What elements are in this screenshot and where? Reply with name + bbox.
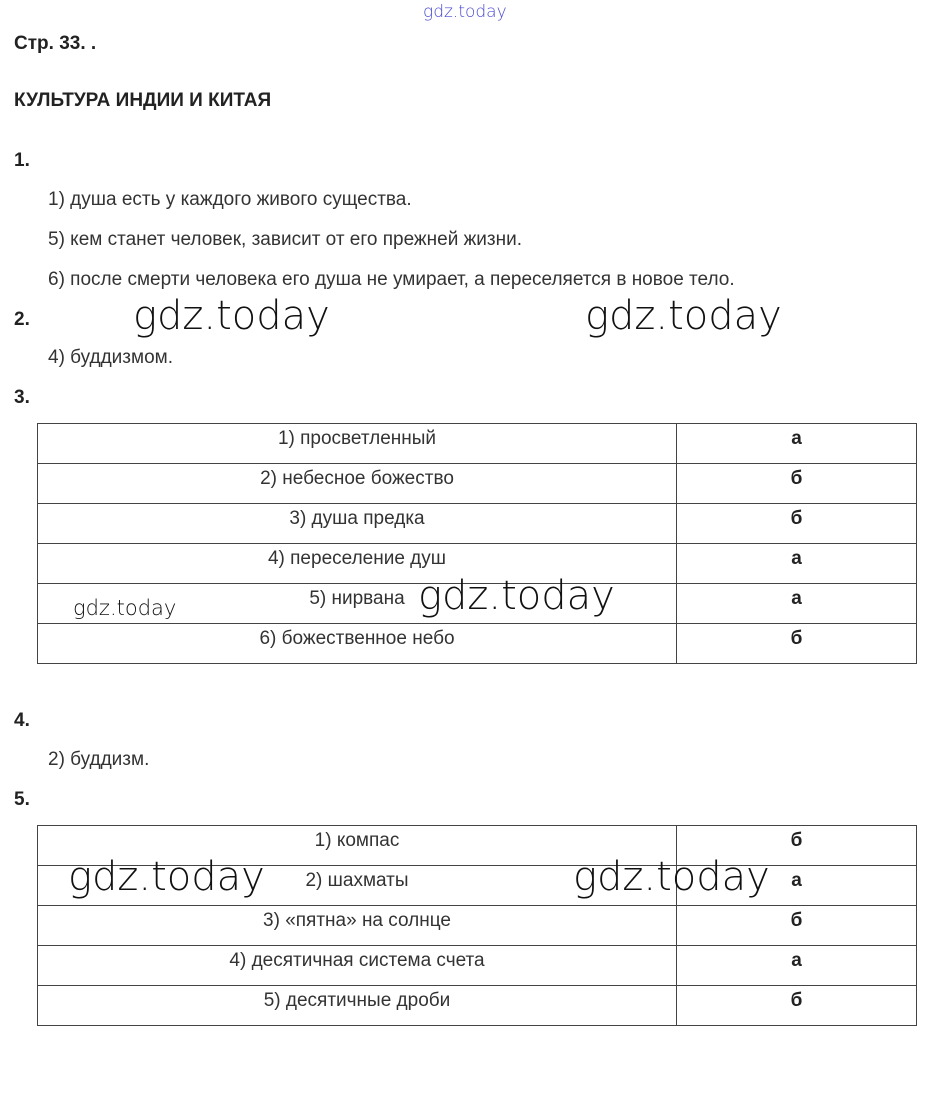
- question-1-number: 1.: [14, 150, 30, 171]
- q3-answer-cell: а: [677, 424, 917, 464]
- q3-answer-cell: б: [677, 624, 917, 664]
- q5-answer-cell: а: [677, 946, 917, 986]
- table-row: [38, 624, 917, 664]
- question-5-number: 5.: [14, 789, 30, 810]
- q3-item-cell: 2) небесное божество: [38, 464, 677, 504]
- question-3-number: 3.: [14, 387, 30, 408]
- q5-answer-cell: б: [677, 986, 917, 1026]
- q3-item-cell: 1) просветленный: [38, 424, 677, 464]
- q3-answer-cell: а: [677, 584, 917, 624]
- watermark: gdz.today: [585, 293, 782, 339]
- q3-item-cell: 4) переселение душ: [38, 544, 677, 584]
- question-1-answer-1: 1) душа есть у каждого живого существа.: [48, 189, 412, 210]
- q5-item-cell: 5) десятичные дроби: [38, 986, 677, 1026]
- q5-item-cell: 4) десятичная система счета: [38, 946, 677, 986]
- q3-item-cell: 3) душа предка: [38, 504, 677, 544]
- q5-answer-cell: б: [677, 826, 917, 866]
- watermark: gdz.today: [573, 854, 770, 900]
- watermark: gdz.today: [418, 573, 615, 619]
- q3-answer-cell: б: [677, 504, 917, 544]
- q3-item-cell: 5) нирвана: [38, 584, 677, 624]
- table-row: [38, 946, 917, 986]
- q5-item-cell: 3) «пятна» на солнце: [38, 906, 677, 946]
- q3-answer-cell: б: [677, 464, 917, 504]
- q5-item-cell: 1) компас: [38, 826, 677, 866]
- question-3-table: [37, 423, 917, 664]
- question-4-answer: 2) буддизм.: [48, 749, 150, 770]
- question-1-answer-3: 6) после смерти человека его душа не умирает, а переселяется в новое тело.: [48, 269, 735, 290]
- question-2-answer: 4) буддизмом.: [48, 347, 173, 368]
- table-row: [38, 464, 917, 504]
- question-1-answer-2: 5) кем станет человек, зависит от его прежней жизни.: [48, 229, 523, 250]
- q3-answer-cell: а: [677, 544, 917, 584]
- table-row: [38, 424, 917, 464]
- q5-answer-cell: б: [677, 906, 917, 946]
- watermark: gdz.today: [73, 596, 177, 620]
- page-title: КУЛЬТУРА ИНДИИ И КИТАЯ: [14, 90, 272, 111]
- q5-answer-cell: а: [677, 866, 917, 906]
- watermark: gdz.today: [133, 293, 330, 339]
- q3-item-cell: 6) божественное небо: [38, 624, 677, 664]
- table-row: [38, 504, 917, 544]
- q5-item-cell: 2) шахматы: [38, 866, 677, 906]
- table-row: [38, 986, 917, 1026]
- question-2-number: 2.: [14, 309, 30, 330]
- page-number: Стр. 33. .: [14, 33, 97, 54]
- watermark: gdz.today: [68, 854, 265, 900]
- question-4-number: 4.: [14, 710, 30, 731]
- table-row: [38, 906, 917, 946]
- watermark-top: gdz.today: [423, 2, 507, 22]
